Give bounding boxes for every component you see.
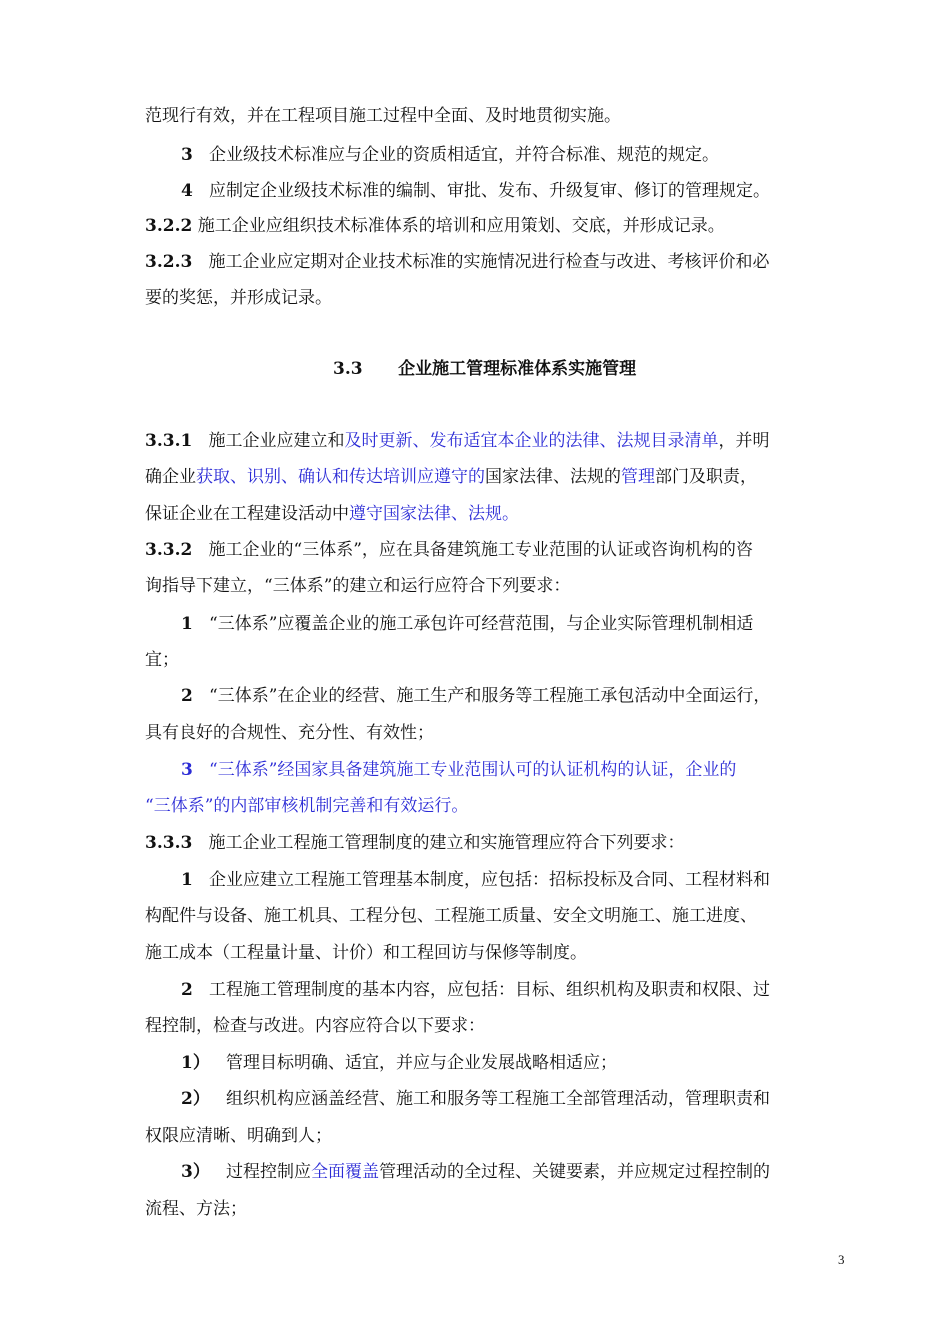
highlighted-text: “三体系”的内部审核机制完善和有效运行。 bbox=[145, 796, 469, 816]
text-segment: 要的奖惩，并形成记录。 bbox=[145, 288, 332, 308]
text-line bbox=[145, 102, 950, 130]
text-line bbox=[181, 756, 950, 784]
text-segment: 构配件与设备、施工机具、工程分包、工程施工质量、安全文明施工、施工进度、 bbox=[145, 906, 757, 926]
clause-number: 3.3.1 bbox=[145, 431, 193, 451]
text-segment: 权限应清晰、明确到人； bbox=[145, 1126, 332, 1146]
text-line bbox=[145, 939, 950, 967]
text-segment: 程控制，检查与改进。内容应符合以下要求： bbox=[145, 1016, 485, 1036]
clause-number: 3 bbox=[181, 145, 193, 165]
highlighted-text: 管理 bbox=[621, 467, 655, 487]
text-segment: 管理活动的全过程、关键要素，并应规定过程控制的 bbox=[379, 1162, 771, 1182]
text-segment: 施工成本（工程量计量、计价）和工程回访与保修等制度。 bbox=[145, 943, 587, 963]
text-line bbox=[181, 866, 950, 894]
page-number: 3 bbox=[838, 1252, 845, 1267]
clause-number: 3.3.3 bbox=[145, 833, 193, 853]
text-line bbox=[145, 1195, 950, 1223]
text-segment: 企业级技术标准应与企业的资质相适宜，并符合标准、规范的规定。 bbox=[192, 145, 720, 165]
text-segment: 3.3 企业施工管理标准体系实施管理 bbox=[333, 359, 637, 379]
text-line bbox=[145, 427, 950, 455]
text-segment: 组织机构应涵盖经营、施工和服务等工程施工全部管理活动，管理职责和 bbox=[209, 1089, 771, 1109]
text-line bbox=[181, 1158, 950, 1186]
text-line bbox=[181, 976, 950, 1004]
text-line bbox=[181, 1085, 950, 1113]
text-segment: 保证企业在工程建设活动中 bbox=[145, 504, 349, 524]
text-line bbox=[145, 463, 950, 491]
highlighted-text: 全面覆盖 bbox=[311, 1162, 380, 1182]
text-segment: 确企业 bbox=[145, 467, 196, 487]
text-line bbox=[145, 500, 950, 528]
highlighted-text: 及时更新、发布适宜本企业的法律、法规目录清单 bbox=[344, 431, 719, 451]
text-segment: 宜； bbox=[145, 650, 179, 670]
clause-number: 2） bbox=[181, 1089, 210, 1109]
text-line bbox=[145, 1012, 950, 1040]
text-line bbox=[145, 536, 950, 564]
text-line bbox=[145, 248, 950, 276]
text-segment: 施工企业应定期对企业技术标准的实施情况进行检查与改进、考核评价和必 bbox=[192, 252, 770, 272]
clause-number: 1） bbox=[181, 1053, 210, 1073]
text-line bbox=[145, 212, 950, 240]
section-heading bbox=[333, 355, 950, 383]
clause-number: 1 bbox=[181, 614, 193, 634]
clause-number: 3.3.2 bbox=[145, 540, 193, 560]
text-line bbox=[145, 572, 950, 600]
text-segment: 应制定企业级技术标准的编制、审批、发布、升级复审、修订的管理规定。 bbox=[192, 181, 771, 201]
clause-number: 3） bbox=[181, 1162, 210, 1182]
clause-number: 2 bbox=[181, 980, 193, 1000]
text-segment: 施工企业应建立和 bbox=[192, 431, 345, 451]
text-segment: 流程、方法； bbox=[145, 1199, 247, 1219]
text-segment: “三体系”在企业的经营、施工生产和服务等工程施工承包活动中全面运行， bbox=[192, 686, 771, 706]
text-line bbox=[145, 829, 950, 857]
text-segment: 施工企业工程施工管理制度的建立和实施管理应符合下列要求： bbox=[192, 833, 685, 853]
clause-number: 3 bbox=[181, 760, 193, 780]
clause-number: 3.2.2 bbox=[145, 216, 193, 236]
text-segment: 管理目标明确、适宜，并应与企业发展战略相适应； bbox=[209, 1053, 618, 1073]
text-segment: 部门及职责， bbox=[655, 467, 757, 487]
text-segment: 企业应建立工程施工管理基本制度，应包括：招标投标及合同、工程材料和 bbox=[192, 870, 771, 890]
clause-number: 1 bbox=[181, 870, 193, 890]
text-line bbox=[145, 792, 950, 820]
text-segment: ，并明 bbox=[718, 431, 770, 451]
text-line bbox=[181, 177, 950, 205]
text-line bbox=[181, 682, 950, 710]
text-line bbox=[181, 1049, 950, 1077]
highlighted-text: 获取、识别、确认和传达培训应遵守的 bbox=[196, 467, 485, 487]
text-line bbox=[181, 610, 950, 638]
text-segment: 施工企业的“三体系”，应在具备建筑施工专业范围的认证或咨询机构的咨 bbox=[192, 540, 753, 560]
text-line bbox=[145, 719, 950, 747]
text-line bbox=[145, 902, 950, 930]
clause-number: 3.2.3 bbox=[145, 252, 193, 272]
text-segment: 询指导下建立，“三体系”的建立和运行应符合下列要求： bbox=[145, 576, 571, 596]
text-segment: 工程施工管理制度的基本内容，应包括：目标、组织机构及职责和权限、过 bbox=[192, 980, 771, 1000]
text-segment: “三体系”应覆盖企业的施工承包许可经营范围，与企业实际管理机制相适 bbox=[192, 614, 754, 634]
text-segment: 范现行有效，并在工程项目施工过程中全面、及时地贯彻实施。 bbox=[145, 106, 621, 126]
text-line bbox=[145, 646, 950, 674]
clause-number: 4 bbox=[181, 181, 193, 201]
highlighted-text: “三体系”经国家具备建筑施工专业范围认可的认证机构的认证，企业的 bbox=[192, 760, 737, 780]
text-segment: 过程控制应 bbox=[209, 1162, 312, 1182]
text-segment: 国家法律、法规的 bbox=[485, 467, 621, 487]
text-segment: 施工企业应组织技术标准体系的培训和应用策划、交底，并形成记录。 bbox=[192, 216, 725, 236]
text-line bbox=[181, 141, 950, 169]
clause-number: 2 bbox=[181, 686, 193, 706]
highlighted-text: 遵守国家法律、法规。 bbox=[349, 504, 519, 524]
text-segment: 具有良好的合规性、充分性、有效性； bbox=[145, 723, 434, 743]
text-line bbox=[145, 284, 950, 312]
text-line bbox=[145, 1122, 950, 1150]
